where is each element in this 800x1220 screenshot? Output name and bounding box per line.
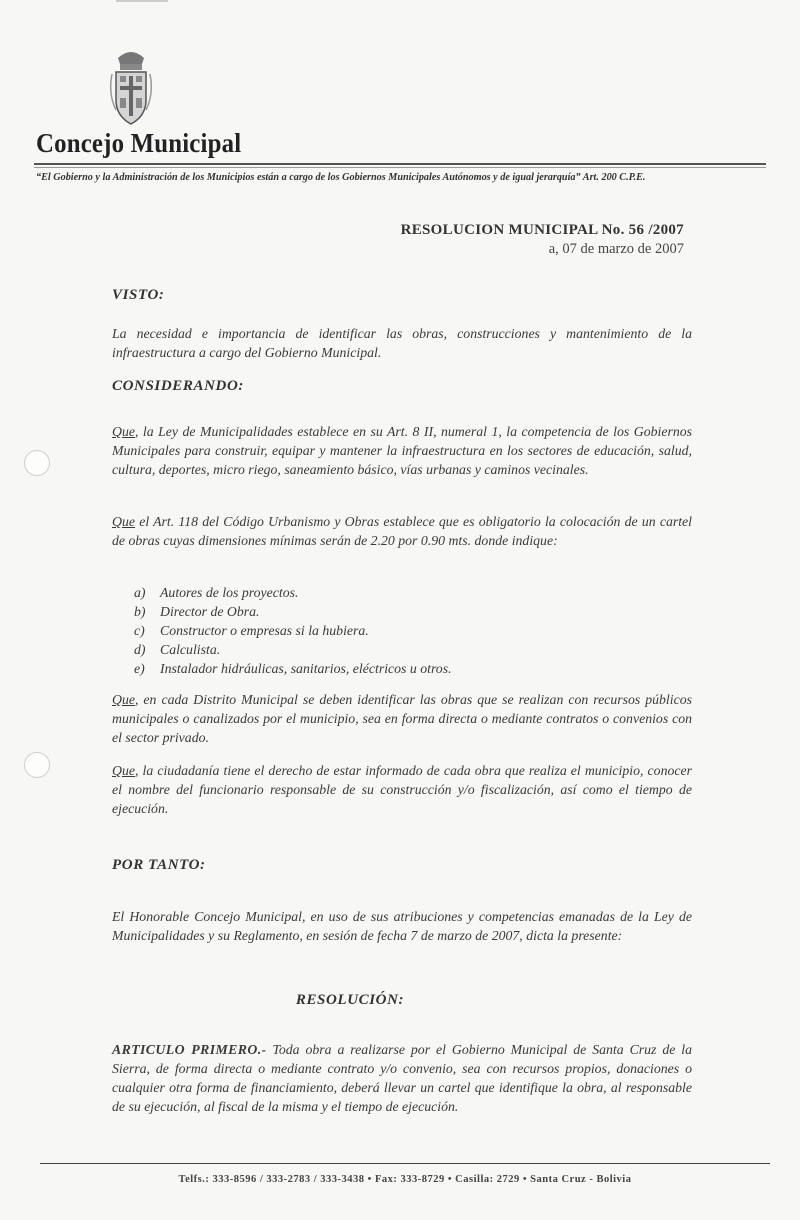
considerando-para-1 — [112, 422, 692, 479]
footer-contact: Telfs.: 333-8596 / 333-2783 / 333-3438 • Fax: 333-8729 • Casilla: 2729 • Santa Cruz - Bolivia — [178, 1174, 632, 1185]
considerando-para-3-text: , en cada Distrito Municipal se deben identificar las obras que se realizan con recursos públicos municipales o canalizados por el municipio, sea en forma directa o mediante contratos o convenios con el sector privado. — [112, 692, 692, 745]
que-2: Que — [112, 514, 135, 529]
considerando-para-2 — [112, 512, 692, 550]
resolucion-heading: RESOLUCIÓN: — [295, 992, 405, 1008]
considerando-para-3 — [112, 690, 692, 747]
list-item-text: Instalador hidráulicas, sanitarios, eléctricos u otros. — [160, 661, 452, 676]
considerando-para-2-text: el Art. 118 del Código Urbanismo y Obras establece que es obligatorio la colocación de un cartel de obras cuyas dimensiones mínimas serán de 2.20 por 0.90 mts. donde indique: — [112, 514, 692, 548]
coat-of-arms-icon — [108, 44, 154, 130]
list-item — [134, 602, 452, 621]
resolution-title: RESOLUCION MUNICIPAL No. 56 /2007 — [400, 222, 684, 238]
punch-hole-bottom — [24, 752, 50, 778]
org-name: Concejo Municipal — [36, 128, 242, 158]
que-3: Que — [112, 692, 135, 707]
header-divider-thin — [34, 167, 766, 168]
list-marker: d) — [134, 642, 146, 657]
scan-mark — [116, 0, 168, 2]
requirements-list — [134, 583, 452, 678]
list-marker: a) — [134, 585, 146, 600]
list-item-text: Calculista. — [160, 642, 221, 657]
considerando-para-4 — [112, 761, 692, 818]
footer-divider — [40, 1163, 770, 1164]
list-item — [134, 583, 452, 602]
list-item — [134, 659, 452, 678]
list-item-text: Autores de los proyectos. — [160, 585, 299, 600]
article-lead: ARTICULO PRIMERO.- — [112, 1042, 267, 1057]
list-item-text: Constructor o empresas si la hubiera. — [160, 623, 369, 638]
list-marker: e) — [134, 661, 145, 676]
visto-text: La necesidad e importancia de identificar las obras, construcciones y mantenimiento de la infraestructura a cargo del Gobierno Municipal. — [112, 326, 692, 360]
considerando-heading: CONSIDERANDO: — [112, 378, 244, 394]
portanto-text: El Honorable Concejo Municipal, en uso de sus atribuciones y competencias emanadas de la Ley de Municipalidades y su Reglamento, en sesión de fecha 7 de marzo de 2007, dicta la presente: — [112, 909, 692, 943]
header-divider — [34, 163, 766, 165]
portanto-heading: POR TANTO: — [112, 857, 206, 873]
list-marker: b) — [134, 604, 146, 619]
motto: “El Gobierno y la Administración de los Municipios están a cargo de los Gobiernos Municipales Autónomos y de igual jerarquía” Art. 200 C.P.E. — [36, 172, 646, 183]
punch-hole-top — [24, 450, 50, 476]
article-primero — [112, 1040, 692, 1116]
list-item — [134, 621, 452, 640]
considerando-para-1-text: , la Ley de Municipalidades establece en su Art. 8 II, numeral 1, la competencia de los Gobiernos Municipales para construir, equipar y mantener la infraestructura en los sectores de educación, salud, cultura, deportes, micro riego, saneamiento básico, vías urbanas y caminos vecinales. — [112, 424, 692, 477]
visto-heading: VISTO: — [112, 287, 165, 303]
list-item — [134, 640, 452, 659]
que-4: Que — [112, 763, 135, 778]
list-item-text: Director de Obra. — [160, 604, 260, 619]
considerando-para-4-text: , la ciudadanía tiene el derecho de estar informado de cada obra que realiza el municipio, conocer el nombre del funcionario responsable de su construcción y/o fiscalización, así como el tiempo de ejecución. — [112, 763, 692, 816]
resolution-date: a, 07 de marzo de 2007 — [548, 241, 684, 257]
que-1: Que — [112, 424, 135, 439]
list-marker: c) — [134, 623, 145, 638]
article-text: Toda obra a realizarse por el Gobierno Municipal de Santa Cruz de la Sierra, de forma directa o mediante contrato y/o convenio, sea con recursos propios, donaciones o cualquier otra forma de financiamiento, deberá llevar un cartel que identifique la obra, al responsable de su ejecución, al fiscal de la misma y el tiempo de ejecución. — [112, 1042, 692, 1114]
